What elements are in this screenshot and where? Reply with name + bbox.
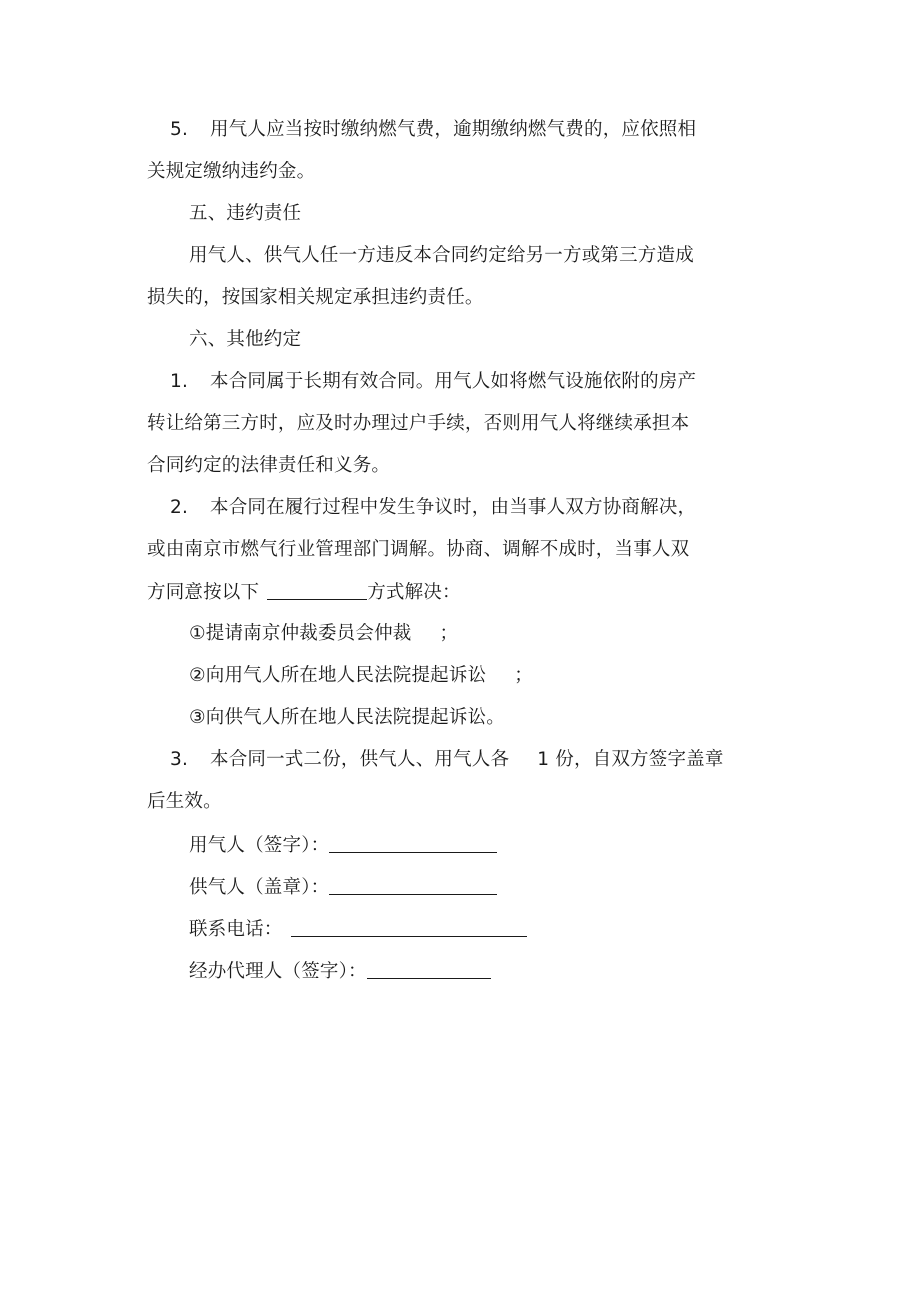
section-5-text-1: 用气人、供气人任一方违反本合同约定给另一方或第三方造成 (189, 245, 694, 266)
agent-sign-field[interactable] (367, 958, 491, 979)
item-3-text-1-before: 本合同一式二份，供气人、用气人各 (210, 749, 510, 770)
option-1-text: ①提请南京仲裁委员会仲裁 (189, 623, 412, 644)
clause-5-line-1 (170, 117, 696, 143)
item-1-text-1: 本合同属于长期有效合同。用气人如将燃气设施依附的房产 (210, 371, 697, 392)
section-5-text-2: 损失的，按国家相关规定承担违约责任。 (147, 287, 484, 308)
section-5-heading: 五、违约责任 (189, 203, 302, 224)
clause-5-number: 5. (170, 119, 189, 140)
supplier-seal-row (189, 874, 497, 901)
user-sign-row (189, 832, 497, 859)
option-1-suffix: ； (439, 623, 459, 644)
item-2-text-3-after: 方式解决： (367, 582, 461, 603)
item-1-line-3: 合同约定的法律责任和义务。 (147, 455, 391, 476)
clause-5-text-1: 用气人应当按时缴纳燃气费，逾期缴纳燃气费的，应依照相 (210, 119, 697, 140)
item-3-line-2: 后生效。 (147, 791, 222, 812)
item-2-text-3-before: 方同意按以下 (147, 582, 260, 603)
phone-row (189, 916, 527, 943)
option-3-text: ③向供气人所在地人民法院提起诉讼。 (189, 707, 505, 728)
option-1 (189, 621, 458, 647)
item-2-line-3 (147, 579, 461, 606)
user-sign-label: 用气人（签字）： (189, 835, 330, 856)
phone-field[interactable] (291, 916, 527, 937)
item-2-number: 2. (170, 497, 189, 518)
user-sign-field[interactable] (329, 832, 497, 853)
clause-5-line-2: 关规定缴纳违约金。 (147, 161, 316, 182)
item-1-line-1 (170, 369, 696, 395)
agent-sign-label: 经办代理人（签字）： (189, 961, 367, 982)
option-2-text: ②向用气人所在地人民法院提起诉讼 (189, 665, 487, 686)
item-3-text-1-after: 1 份，自双方签字盖章 (537, 749, 724, 770)
item-2-text-1: 本合同在履行过程中发生争议时，由当事人双方协商解决， (210, 497, 697, 518)
supplier-seal-field[interactable] (329, 874, 497, 895)
item-2-line-2: 或由南京市燃气行业管理部门调解。协商、调解不成时，当事人双 (147, 539, 690, 560)
item-3-number: 3. (170, 749, 189, 770)
item-1-number: 1. (170, 371, 189, 392)
option-3 (189, 705, 505, 731)
dispute-method-blank[interactable] (267, 579, 367, 600)
section-6-heading: 六、其他约定 (189, 329, 302, 350)
option-2 (189, 663, 533, 689)
item-3-line-1 (170, 747, 724, 773)
supplier-seal-label: 供气人（盖章）： (189, 877, 330, 898)
option-2-suffix: ； (514, 665, 533, 686)
item-2-line-1 (170, 495, 696, 521)
agent-sign-row (189, 958, 491, 985)
item-1-line-2: 转让给第三方时，应及时办理过户手续，否则用气人将继续承担本 (147, 413, 690, 434)
phone-label: 联系电话： (189, 919, 283, 940)
